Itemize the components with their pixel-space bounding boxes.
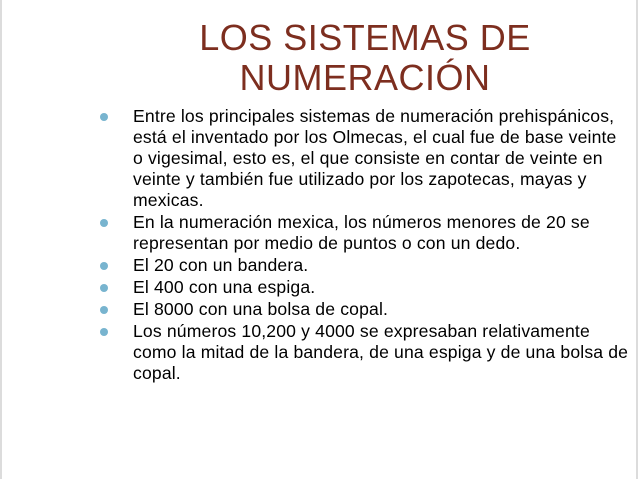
bullet-item-4	[100, 277, 630, 298]
slide-title-line-2: NUMERACIÓN	[239, 57, 491, 98]
slide-title	[150, 18, 580, 98]
bullet-item-3	[100, 255, 630, 276]
bullet-text-6: Los números 10,200 y 4000 se expresaban relativamente como la mitad de la bandera, de una espiga y de una bolsa de copal.	[133, 321, 629, 383]
bullet-dot-icon	[100, 306, 108, 314]
bullet-item-2	[100, 212, 630, 254]
bullet-text-4: El 400 con una espiga.	[133, 277, 316, 297]
bullet-list	[100, 106, 630, 385]
slide-title-line-1: LOS SISTEMAS DE	[199, 17, 531, 58]
bullet-text-2: En la numeración mexica, los números menores de 20 se representan por medio de puntos o con un dedo.	[133, 212, 590, 253]
bullet-dot-icon	[100, 113, 108, 121]
bullet-dot-icon	[100, 328, 108, 336]
bullet-text-1: Entre los principales sistemas de numeración prehispánicos, está el inventado por los Olmecas, el cual fue de base veinte o vigesimal, esto es, el que consiste en contar de veinte en veinte y también fue utilizado por los zapotecas, mayas y mexicas.	[133, 106, 617, 210]
bullet-item-5	[100, 299, 630, 320]
bullet-dot-icon	[100, 219, 108, 227]
bullet-item-1	[100, 106, 630, 211]
bullet-text-5: El 8000 con una bolsa de copal.	[133, 299, 389, 319]
bullet-dot-icon	[100, 284, 108, 292]
bullet-text-3: El 20 con un bandera.	[133, 255, 309, 275]
bullet-item-6	[100, 321, 630, 384]
bullet-dot-icon	[100, 262, 108, 270]
slide-left-border	[0, 0, 2, 479]
